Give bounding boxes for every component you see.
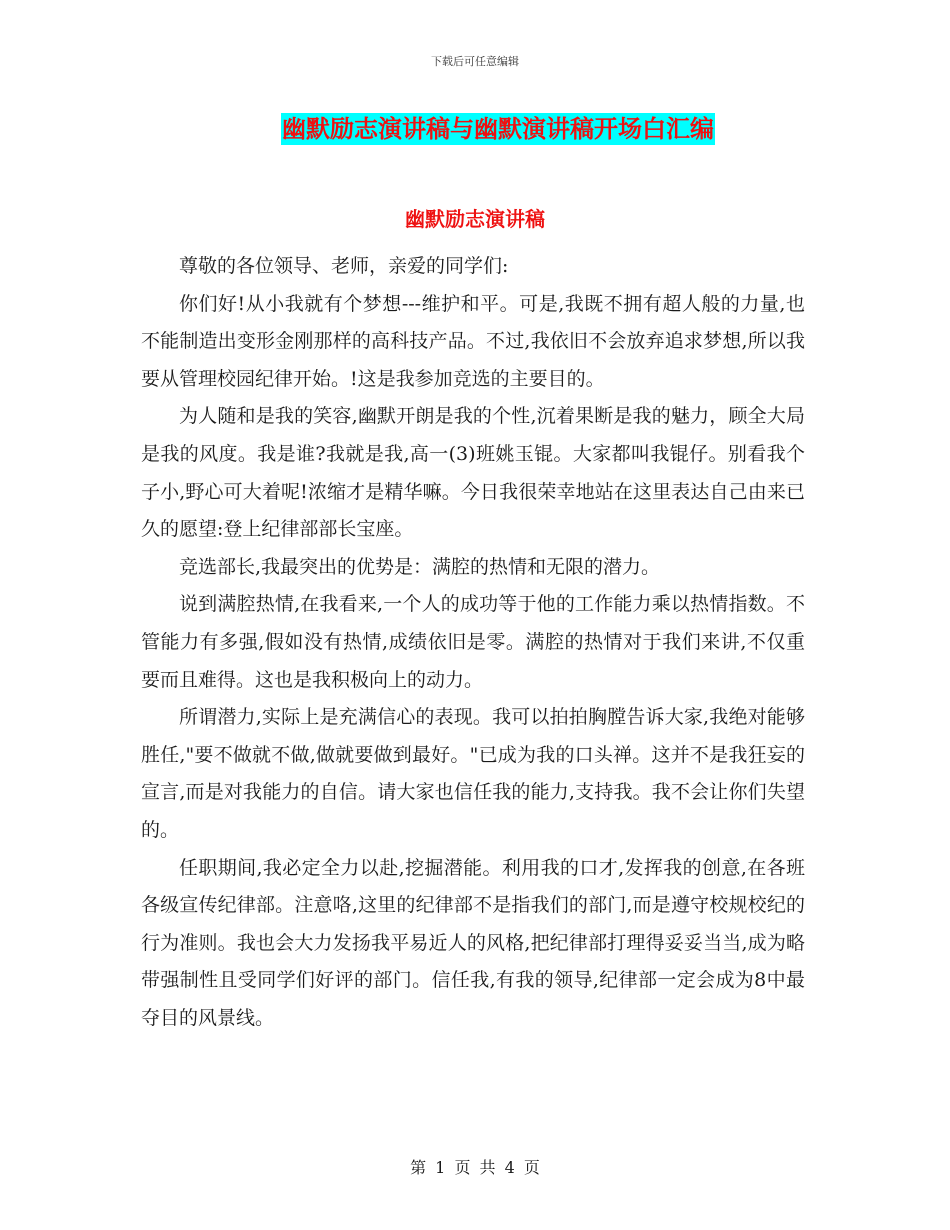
title-container: [0, 113, 950, 145]
paragraph-salutation: 尊敬的各位领导、老师，亲爱的同学们:: [179, 255, 509, 277]
paragraph: 说到满腔热情,在我看来,一个人的成功等于他的工作能力乘以热情指数。不管能力有多强,假如没有热情,成绩依旧是零。满腔的热情对于我们来讲,不仅重要而且难得。这也是我积极向上的动力。: [141, 593, 805, 691]
document-title: 幽默励志演讲稿与幽默演讲稿开场白汇编: [282, 115, 714, 143]
paragraph: 任职期间,我必定全力以赴,挖掘潜能。利用我的口才,发挥我的创意,在各班各级宣传纪律部。注意咯,这里的纪律部不是指我们的部门,而是遵守校规校纪的行为准则。我也会大力发扬我平易近人的风格,把纪律部打理得妥妥当当,成为略带强制性且受同学们好评的部门。信任我,有我的领导,纪律部一定会成为8中最夺目的风景线。: [141, 856, 805, 1029]
paragraph: 竞选部长,我最突出的优势是：满腔的热情和无限的潜力。: [179, 555, 661, 578]
page-number-footer: 第 1 页 共 4 页: [410, 1158, 540, 1177]
paragraph: 为人随和是我的笑容,幽默开朗是我的个性,沉着果断是我的魅力，顾全大局是我的风度。我是谁?我就是我,高一(3)班姚玉锟。大家都叫我锟仔。别看我个子小,野心可大着呢!浓缩才是精华嘛。今日我很荣幸地站在这里表达自己由来已久的愿望:登上纪律部部长宝座。: [141, 405, 805, 541]
section-title: 幽默励志演讲稿: [405, 207, 545, 231]
document-body: [141, 248, 805, 1037]
paragraph: 你们好!从小我就有个梦想---维护和平。可是,我既不拥有超人般的力量,也不能制造出变形金刚那样的高科技产品。不过,我依旧不会放弃追求梦想,所以我要从管理校园纪律开始。!这是我参加竞选的主要目的。: [141, 292, 805, 390]
page-header-note: 下载后可任意编辑: [431, 55, 519, 68]
paragraph: 所谓潜力,实际上是充满信心的表现。我可以拍拍胸膛告诉大家,我绝对能够胜任,"要不做就不做,做就要做到最好。"已成为我的口头禅。这并不是我狂妄的宣言,而是对我能力的自信。请大家也信任我的能力,支持我。我不会让你们失望的。: [141, 706, 805, 841]
